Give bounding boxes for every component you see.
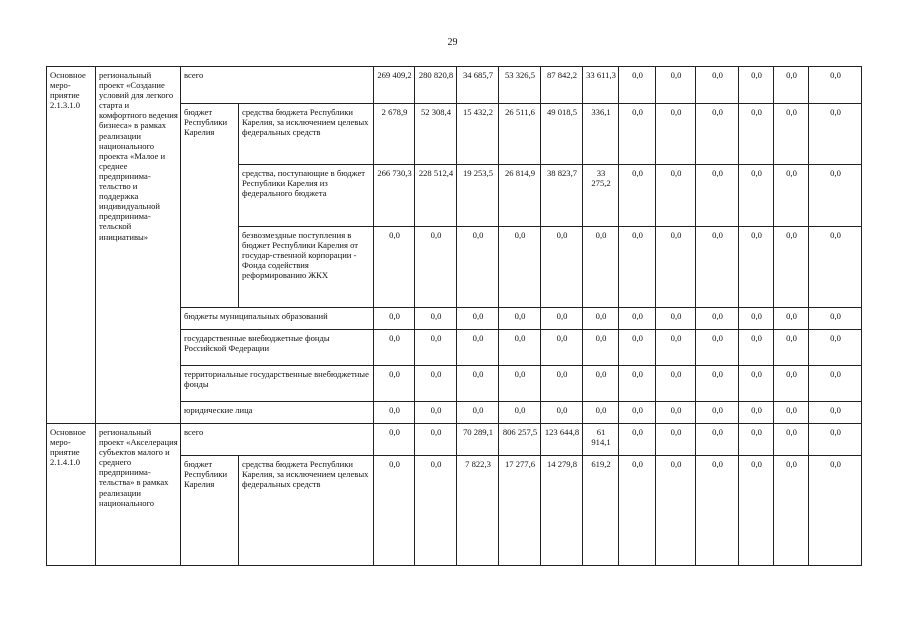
value-cell: 0,0	[415, 366, 457, 402]
table-row	[47, 424, 862, 456]
value-cell: 0,0	[415, 402, 457, 424]
value-cell: 0,0	[656, 165, 696, 227]
value-cell: 0,0	[619, 227, 656, 308]
value-cell: 0,0	[739, 456, 774, 566]
value-cell: 0,0	[457, 227, 499, 308]
funding-source-label: государственные внебюджетные фонды Российской Федерации	[181, 330, 374, 366]
value-cell: 0,0	[809, 67, 862, 104]
value-cell: 0,0	[656, 104, 696, 165]
funding-source-label: территориальные государственные внебюджетные фонды	[181, 366, 374, 402]
value-cell: 0,0	[696, 227, 739, 308]
value-cell: 0,0	[774, 308, 809, 330]
total-label: всего	[181, 424, 374, 456]
value-cell: 0,0	[499, 308, 541, 330]
value-cell: 61 914,1	[583, 424, 619, 456]
value-cell: 0,0	[696, 456, 739, 566]
value-cell: 0,0	[541, 330, 583, 366]
funding-line-label: средства, поступающие в бюджет Республики Карелия из федерального бюджета	[239, 165, 374, 227]
value-cell: 0,0	[774, 165, 809, 227]
value-cell: 0,0	[739, 165, 774, 227]
value-cell: 0,0	[774, 227, 809, 308]
value-cell: 0,0	[457, 402, 499, 424]
value-cell: 0,0	[809, 402, 862, 424]
value-cell: 0,0	[619, 424, 656, 456]
value-cell: 228 512,4	[415, 165, 457, 227]
value-cell: 87 842,2	[541, 67, 583, 104]
value-cell: 0,0	[656, 330, 696, 366]
value-cell: 0,0	[656, 67, 696, 104]
value-cell: 0,0	[739, 67, 774, 104]
value-cell: 0,0	[739, 402, 774, 424]
value-cell: 0,0	[457, 366, 499, 402]
value-cell: 0,0	[619, 104, 656, 165]
value-cell: 0,0	[415, 456, 457, 566]
value-cell: 0,0	[374, 424, 415, 456]
funding-line-label: средства бюджета Республики Карелия, за исключением целевых федеральных средств	[239, 456, 374, 566]
value-cell: 38 823,7	[541, 165, 583, 227]
value-cell: 280 820,8	[415, 67, 457, 104]
value-cell: 0,0	[774, 456, 809, 566]
value-cell: 0,0	[619, 456, 656, 566]
value-cell: 0,0	[696, 330, 739, 366]
value-cell: 0,0	[374, 402, 415, 424]
value-cell: 0,0	[415, 227, 457, 308]
value-cell: 0,0	[374, 308, 415, 330]
value-cell: 2 678,9	[374, 104, 415, 165]
value-cell: 0,0	[809, 227, 862, 308]
value-cell: 0,0	[809, 366, 862, 402]
value-cell: 26 511,6	[499, 104, 541, 165]
value-cell: 0,0	[499, 330, 541, 366]
value-cell: 269 409,2	[374, 67, 415, 104]
value-cell: 52 308,4	[415, 104, 457, 165]
value-cell: 0,0	[739, 104, 774, 165]
value-cell: 0,0	[809, 424, 862, 456]
value-cell: 0,0	[739, 366, 774, 402]
value-cell: 0,0	[696, 308, 739, 330]
value-cell: 14 279,8	[541, 456, 583, 566]
value-cell: 0,0	[583, 402, 619, 424]
funding-line-label: безвозмездные поступления в бюджет Республики Карелия от государ-ственной корпорации - Фонда содействия реформированию ЖКХ	[239, 227, 374, 308]
value-cell: 0,0	[696, 366, 739, 402]
value-cell: 0,0	[809, 165, 862, 227]
value-cell: 0,0	[374, 227, 415, 308]
value-cell: 0,0	[739, 424, 774, 456]
value-cell: 0,0	[541, 227, 583, 308]
value-cell: 49 018,5	[541, 104, 583, 165]
value-cell: 0,0	[656, 424, 696, 456]
value-cell: 0,0	[656, 366, 696, 402]
funding-line-label: средства бюджета Республики Карелия, за исключением целевых федеральных средств	[239, 104, 374, 165]
value-cell: 0,0	[696, 165, 739, 227]
budget-table	[46, 66, 862, 566]
value-cell: 0,0	[739, 227, 774, 308]
value-cell: 0,0	[809, 104, 862, 165]
value-cell: 0,0	[809, 330, 862, 366]
value-cell: 0,0	[619, 402, 656, 424]
value-cell: 0,0	[696, 424, 739, 456]
value-cell: 15 432,2	[457, 104, 499, 165]
value-cell: 0,0	[619, 330, 656, 366]
funding-source-label: юридические лица	[181, 402, 374, 424]
value-cell: 123 644,8	[541, 424, 583, 456]
value-cell: 0,0	[696, 67, 739, 104]
value-cell: 33 275,2	[583, 165, 619, 227]
value-cell: 0,0	[656, 227, 696, 308]
value-cell: 19 253,5	[457, 165, 499, 227]
page-number: 29	[447, 37, 458, 48]
value-cell: 0,0	[656, 456, 696, 566]
value-cell: 0,0	[774, 424, 809, 456]
value-cell: 619,2	[583, 456, 619, 566]
value-cell: 0,0	[809, 308, 862, 330]
value-cell: 0,0	[696, 402, 739, 424]
value-cell: 0,0	[457, 308, 499, 330]
value-cell: 70 289,1	[457, 424, 499, 456]
value-cell: 0,0	[583, 366, 619, 402]
value-cell: 0,0	[499, 366, 541, 402]
value-cell: 0,0	[619, 67, 656, 104]
budget-source-label: бюджет Республики Карелия	[181, 104, 239, 308]
value-cell: 336,1	[583, 104, 619, 165]
table-row	[47, 67, 862, 104]
value-cell: 0,0	[774, 104, 809, 165]
project-label: региональный проект «Акселерация субъектов малого и среднего предпринима-тельства» в рамках реализации национального	[96, 424, 181, 566]
value-cell: 0,0	[774, 402, 809, 424]
value-cell: 0,0	[619, 165, 656, 227]
value-cell: 0,0	[619, 308, 656, 330]
value-cell: 0,0	[415, 330, 457, 366]
value-cell: 0,0	[739, 330, 774, 366]
value-cell: 34 685,7	[457, 67, 499, 104]
value-cell: 0,0	[583, 227, 619, 308]
value-cell: 17 277,6	[499, 456, 541, 566]
value-cell: 806 257,5	[499, 424, 541, 456]
value-cell: 266 730,3	[374, 165, 415, 227]
total-label: всего	[181, 67, 374, 104]
value-cell: 53 326,5	[499, 67, 541, 104]
value-cell: 0,0	[656, 308, 696, 330]
value-cell: 0,0	[499, 402, 541, 424]
value-cell: 0,0	[374, 330, 415, 366]
value-cell: 0,0	[457, 330, 499, 366]
value-cell: 0,0	[374, 456, 415, 566]
value-cell: 0,0	[619, 366, 656, 402]
value-cell: 0,0	[696, 104, 739, 165]
project-label: региональный проект «Создание условий для легкого старта и комфортного ведения бизнеса» в рамках реализации национального проекта «Малое и среднее предпринима-тельство и поддержка индивидуальной предпринима-тельской инициативы»	[96, 67, 181, 424]
value-cell: 0,0	[774, 330, 809, 366]
value-cell: 0,0	[583, 308, 619, 330]
event-label: Основное меро-приятие 2.1.3.1.0	[47, 67, 96, 424]
event-label: Основное меро-приятие 2.1.4.1.0	[47, 424, 96, 566]
value-cell: 0,0	[374, 366, 415, 402]
value-cell: 26 814,9	[499, 165, 541, 227]
value-cell: 0,0	[809, 456, 862, 566]
value-cell: 0,0	[774, 366, 809, 402]
value-cell: 0,0	[739, 308, 774, 330]
value-cell: 0,0	[774, 67, 809, 104]
value-cell: 0,0	[499, 227, 541, 308]
budget-source-label: бюджет Республики Карелия	[181, 456, 239, 566]
value-cell: 0,0	[656, 402, 696, 424]
value-cell: 0,0	[541, 366, 583, 402]
value-cell: 7 822,3	[457, 456, 499, 566]
value-cell: 0,0	[415, 424, 457, 456]
value-cell: 0,0	[583, 330, 619, 366]
value-cell: 0,0	[541, 308, 583, 330]
value-cell: 0,0	[415, 308, 457, 330]
value-cell: 33 611,3	[583, 67, 619, 104]
funding-source-label: бюджеты муниципальных образований	[181, 308, 374, 330]
value-cell: 0,0	[541, 402, 583, 424]
